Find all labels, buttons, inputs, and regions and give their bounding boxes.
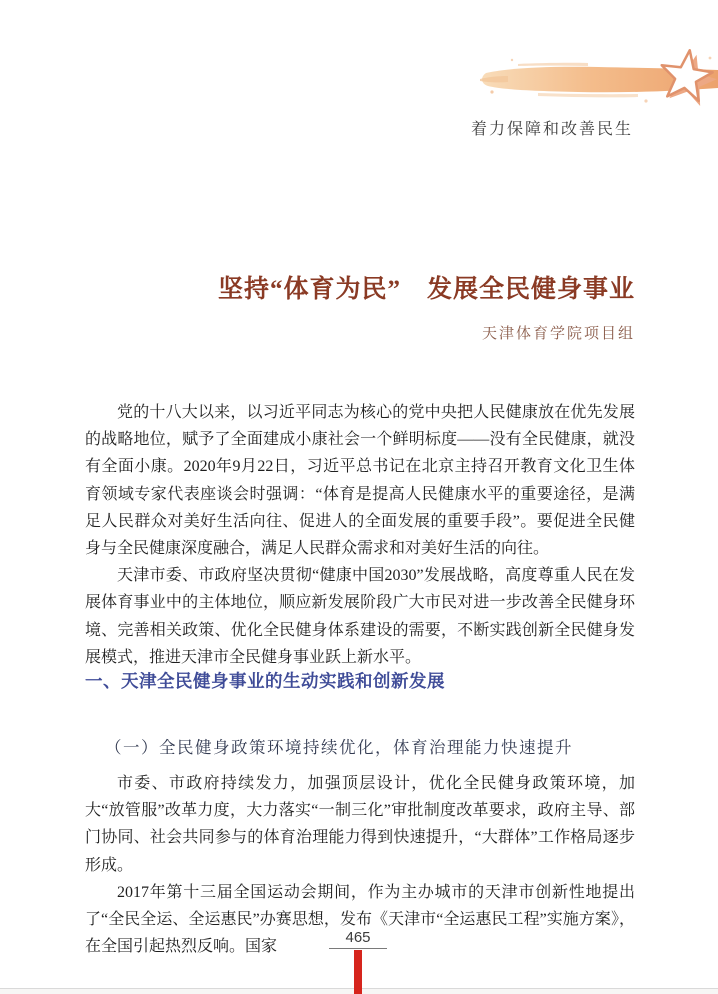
footer-red-bar [354, 950, 362, 994]
chapter-badge-label: 着力保障和改善民生 [470, 121, 633, 138]
page-number: 465 [329, 929, 387, 949]
subsection-heading: （一）全民健身政策环境持续优化，体育治理能力快速提升 [105, 738, 573, 757]
brush-band-graphic [478, 46, 718, 110]
paragraph: 党的十八大以来，以习近平同志为核心的党中央把人民健康放在优先发展的战略地位，赋予了全面建成小康社会一个鲜明标度——没有全民健康，就没有全面小康。2020年9月22日，习近平总书记在北京主持召开教育文化卫生体育领域专家代表座谈会时强调：“体育是提高人民健康水平的重要途径，是满足人民群众对美好生活向往、促进人的全面发展的重要手段”。要促进全民健身与全民健康深度融合，满足人民群众需求和对美好生活的向往。 [85, 404, 635, 558]
section-heading: 一、天津全民健身事业的生动实践和创新发展 [85, 671, 445, 691]
article-author: 天津体育学院项目组 [481, 326, 635, 342]
header-badge [470, 46, 718, 138]
paragraph: 2017年第十三届全国运动会期间，作为主办城市的天津市创新性地提出了“全民全运、全运惠民”办赛思想，发布《天津市“全运惠民工程”实施方案》，在全国引起热烈反响。国家 [85, 883, 635, 956]
paragraph: 市委、市政府持续发力，加强顶层设计，优化全民健身政策环境，加大“放管服”改革力度，大力落实“一制三化”审批制度改革要求，政府主导、部门协同、社会共同参与的体育治理能力得到快速提升，“大群体”工作格局逐步形成。 [85, 775, 635, 874]
intro-paragraphs [85, 399, 635, 671]
paragraph: 天津市委、市政府坚决贯彻“健康中国2030”发展战略，高度尊重人民在发展体育事业中的主体地位，顺应新发展阶段广大市民对进一步改善全民健身环境、完善相关政策、优化全民健身体系建设的需要，不断实践创新全民健身发展模式，推进天津市全民健身事业跃上新水平。 [85, 567, 635, 666]
article-title: 坚持“体育为民” 发展全民健身事业 [217, 275, 635, 303]
